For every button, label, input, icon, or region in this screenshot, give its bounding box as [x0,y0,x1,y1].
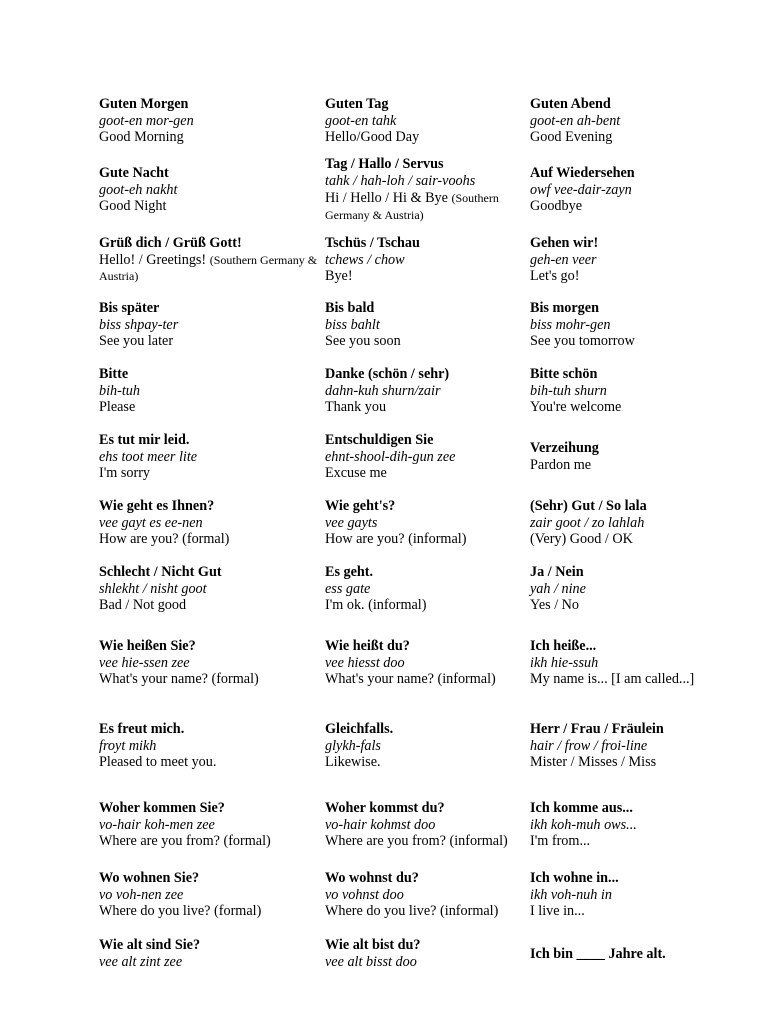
phrase-grid [99,90,719,980]
german-phrase: (Sehr) Gut / So lala [530,497,647,514]
english-meaning: See you tomorrow [530,333,635,350]
german-phrase: Ich heiße... [530,637,597,654]
pronunciation: goot-eh nakht [99,181,178,198]
pronunciation: goot-en ah-bent [530,112,621,129]
german-phrase: Guten Morgen [99,95,189,112]
english-meaning: Let's go! [530,268,580,285]
region-note: (Southern Germany & Austria) [325,191,499,222]
german-phrase: Gleichfalls. [325,720,394,737]
german-phrase: Wie geht es Ihnen? [99,497,215,514]
english-meaning: Good Morning [99,129,184,146]
german-phrase: Bitte [99,365,129,382]
phrase-cell [99,704,325,788]
pronunciation: ikh voh-nuh in [530,886,612,903]
english-meaning: I'm sorry [99,465,151,482]
pronunciation: glykh-fals [325,737,381,754]
english-meaning: Where are you from? (informal) [325,833,508,850]
phrase-cell [99,90,325,152]
phrase-cell [99,928,325,980]
german-phrase: Wie heißt du? [325,637,410,654]
german-phrase: Gute Nacht [99,164,169,181]
phrase-cell [325,490,530,556]
phrase-cell [325,622,530,704]
english-meaning: My name is... [I am called...] [530,671,695,688]
pronunciation: tchews / chow [325,251,405,268]
english-meaning: How are you? (formal) [99,531,230,548]
english-meaning: See you soon [325,333,401,350]
english-meaning: Where are you from? (formal) [99,833,271,850]
german-phrase: Ich wohne in... [530,869,619,886]
pronunciation: geh-en veer [530,251,597,268]
english-meaning: Pardon me [530,457,592,473]
pronunciation: bih-tuh [99,382,140,399]
phrase-cell [530,622,719,704]
pronunciation: froyt mikh [99,737,157,754]
phrase-cell [99,152,325,228]
phrase-cell [530,424,719,490]
english-meaning: Please [99,399,136,416]
english-text: Hi / Hello / Hi & Bye [325,190,448,206]
phrase-cell [325,928,530,980]
english-meaning: What's your name? (informal) [325,671,496,688]
pronunciation: ehs toot meer lite [99,448,198,465]
pronunciation: vo vohnst doo [325,886,404,903]
phrase-cell [325,556,530,622]
english-meaning: Bye! [325,268,353,285]
german-phrase: Bis später [99,299,160,316]
german-phrase: Gehen wir! [530,234,599,251]
pronunciation: ikh hie-ssuh [530,654,599,671]
pronunciation: dahn-kuh shurn/zair [325,382,441,399]
phrase-cell [99,622,325,704]
english-meaning [325,190,530,224]
phrase-cell [99,862,325,928]
english-meaning: Hello/Good Day [325,129,420,146]
pronunciation: biss shpay-ter [99,316,179,333]
pronunciation: owf vee-dair-zayn [530,181,632,198]
phrase-cell [530,228,719,292]
german-phrase: Auf Wiedersehen [530,164,635,181]
phrase-cell [325,228,530,292]
english-meaning: I'm from... [530,833,591,850]
english-meaning: Good Night [99,198,167,215]
german-phrase: Wie alt sind Sie? [99,937,201,954]
pronunciation: vee gayts [325,514,378,531]
english-meaning: Goodbye [530,198,583,215]
english-meaning: I live in... [530,903,585,920]
german-phrase: Danke (schön / sehr) [325,365,450,382]
german-phrase: Wie heißen Sie? [99,637,196,654]
phrase-cell [325,292,530,358]
english-meaning: Mister / Misses / Miss [530,754,657,771]
english-meaning: Where do you live? (informal) [325,903,499,920]
phrase-cell [99,556,325,622]
german-phrase: Guten Tag [325,95,389,112]
german-phrase: Es freut mich. [99,720,185,737]
pronunciation: yah / nine [530,580,586,597]
pronunciation: goot-en tahk [325,112,397,129]
german-phrase: Entschuldigen Sie [325,431,434,448]
english-meaning: You're welcome [530,399,622,416]
german-phrase: Bis morgen [530,299,599,316]
phrase-cell [99,358,325,424]
german-phrase: Tag / Hallo / Servus [325,156,444,173]
english-meaning: I'm ok. (informal) [325,597,427,614]
english-meaning: Thank you [325,399,387,416]
english-meaning: See you later [99,333,174,350]
phrase-cell [530,556,719,622]
german-phrase: Ja / Nein [530,563,584,580]
english-meaning [99,252,325,286]
english-meaning: Bad / Not good [99,597,187,614]
phrase-cell [530,358,719,424]
pronunciation: vee alt zint zee [99,954,183,970]
english-meaning: Good Evening [530,129,613,146]
english-meaning: Likewise. [325,754,381,771]
german-phrase: Wie alt bist du? [325,937,421,954]
german-phrase: Woher kommst du? [325,799,445,816]
phrase-cell [530,862,719,928]
english-meaning: Pleased to meet you. [99,754,217,771]
german-phrase: Tschüs / Tschau [325,234,420,251]
phrase-cell [99,424,325,490]
phrase-cell [530,704,719,788]
german-phrase: Bis bald [325,299,375,316]
region-note: (Southern Germany & Austria) [99,252,318,284]
german-phrase: Guten Abend [530,95,611,112]
phrase-cell [325,788,530,862]
pronunciation: bih-tuh shurn [530,382,607,399]
german-phrase: Es geht. [325,563,374,580]
german-phrase: Wo wohnen Sie? [99,869,200,886]
phrase-cell [99,490,325,556]
pronunciation: vo-hair kohmst doo [325,816,436,833]
english-text: Hello! / Greetings! [99,251,207,268]
phrase-cell [530,90,719,152]
english-meaning: Excuse me [325,465,387,482]
pronunciation: shlekht / nisht goot [99,580,207,597]
german-phrase: Wie geht's? [325,497,396,514]
english-meaning: (Very) Good / OK [530,531,633,548]
phrase-cell [99,228,325,292]
german-phrase: Woher kommen Sie? [99,799,225,816]
german-phrase: Schlecht / Nicht Gut [99,563,222,580]
english-meaning: How are you? (informal) [325,531,467,548]
pronunciation: vee hie-ssen zee [99,654,190,671]
pronunciation: biss mohr-gen [530,316,611,333]
pronunciation: zair goot / zo lahlah [530,514,645,531]
german-phrase: Ich komme aus... [530,799,633,816]
phrase-cell [325,704,530,788]
phrase-cell [99,788,325,862]
phrase-table [99,90,719,980]
pronunciation: goot-en mor-gen [99,112,194,129]
german-phrase: Verzeihung [530,440,599,457]
phrase-cell [325,358,530,424]
german-phrase: Es tut mir leid. [99,431,190,448]
pronunciation: hair / frow / froi-line [530,737,648,754]
phrase-cell [530,152,719,228]
phrase-cell [325,90,530,152]
phrase-cell [325,424,530,490]
german-phrase: Herr / Frau / Fräulein [530,720,664,737]
pronunciation: ikh koh-muh ows... [530,816,637,833]
pronunciation: ess gate [325,580,371,597]
pronunciation: vee alt bisst doo [325,954,417,970]
phrase-cell [530,490,719,556]
english-meaning: What's your name? (formal) [99,671,259,688]
german-phrase: Ich bin ____ Jahre alt. [530,945,666,962]
pronunciation: vee hiesst doo [325,654,405,671]
english-meaning: Yes / No [530,597,580,614]
phrase-cell [530,788,719,862]
german-phrase: Grüß dich / Grüß Gott! [99,234,242,251]
pronunciation: tahk / hah-loh / sair-voohs [325,173,476,190]
pronunciation: vo voh-nen zee [99,886,184,903]
phrase-cell [99,292,325,358]
german-phrase: Wo wohnst du? [325,869,419,886]
english-meaning: Where do you live? (formal) [99,903,262,920]
phrase-cell [325,862,530,928]
german-phrase: Bitte schön [530,365,598,382]
pronunciation: vo-hair koh-men zee [99,816,215,833]
phrase-cell [530,292,719,358]
pronunciation: vee gayt es ee-nen [99,514,203,531]
phrase-cell [530,928,719,980]
pronunciation: ehnt-shool-dih-gun zee [325,448,456,465]
pronunciation: biss bahlt [325,316,380,333]
phrase-cell [325,152,530,228]
